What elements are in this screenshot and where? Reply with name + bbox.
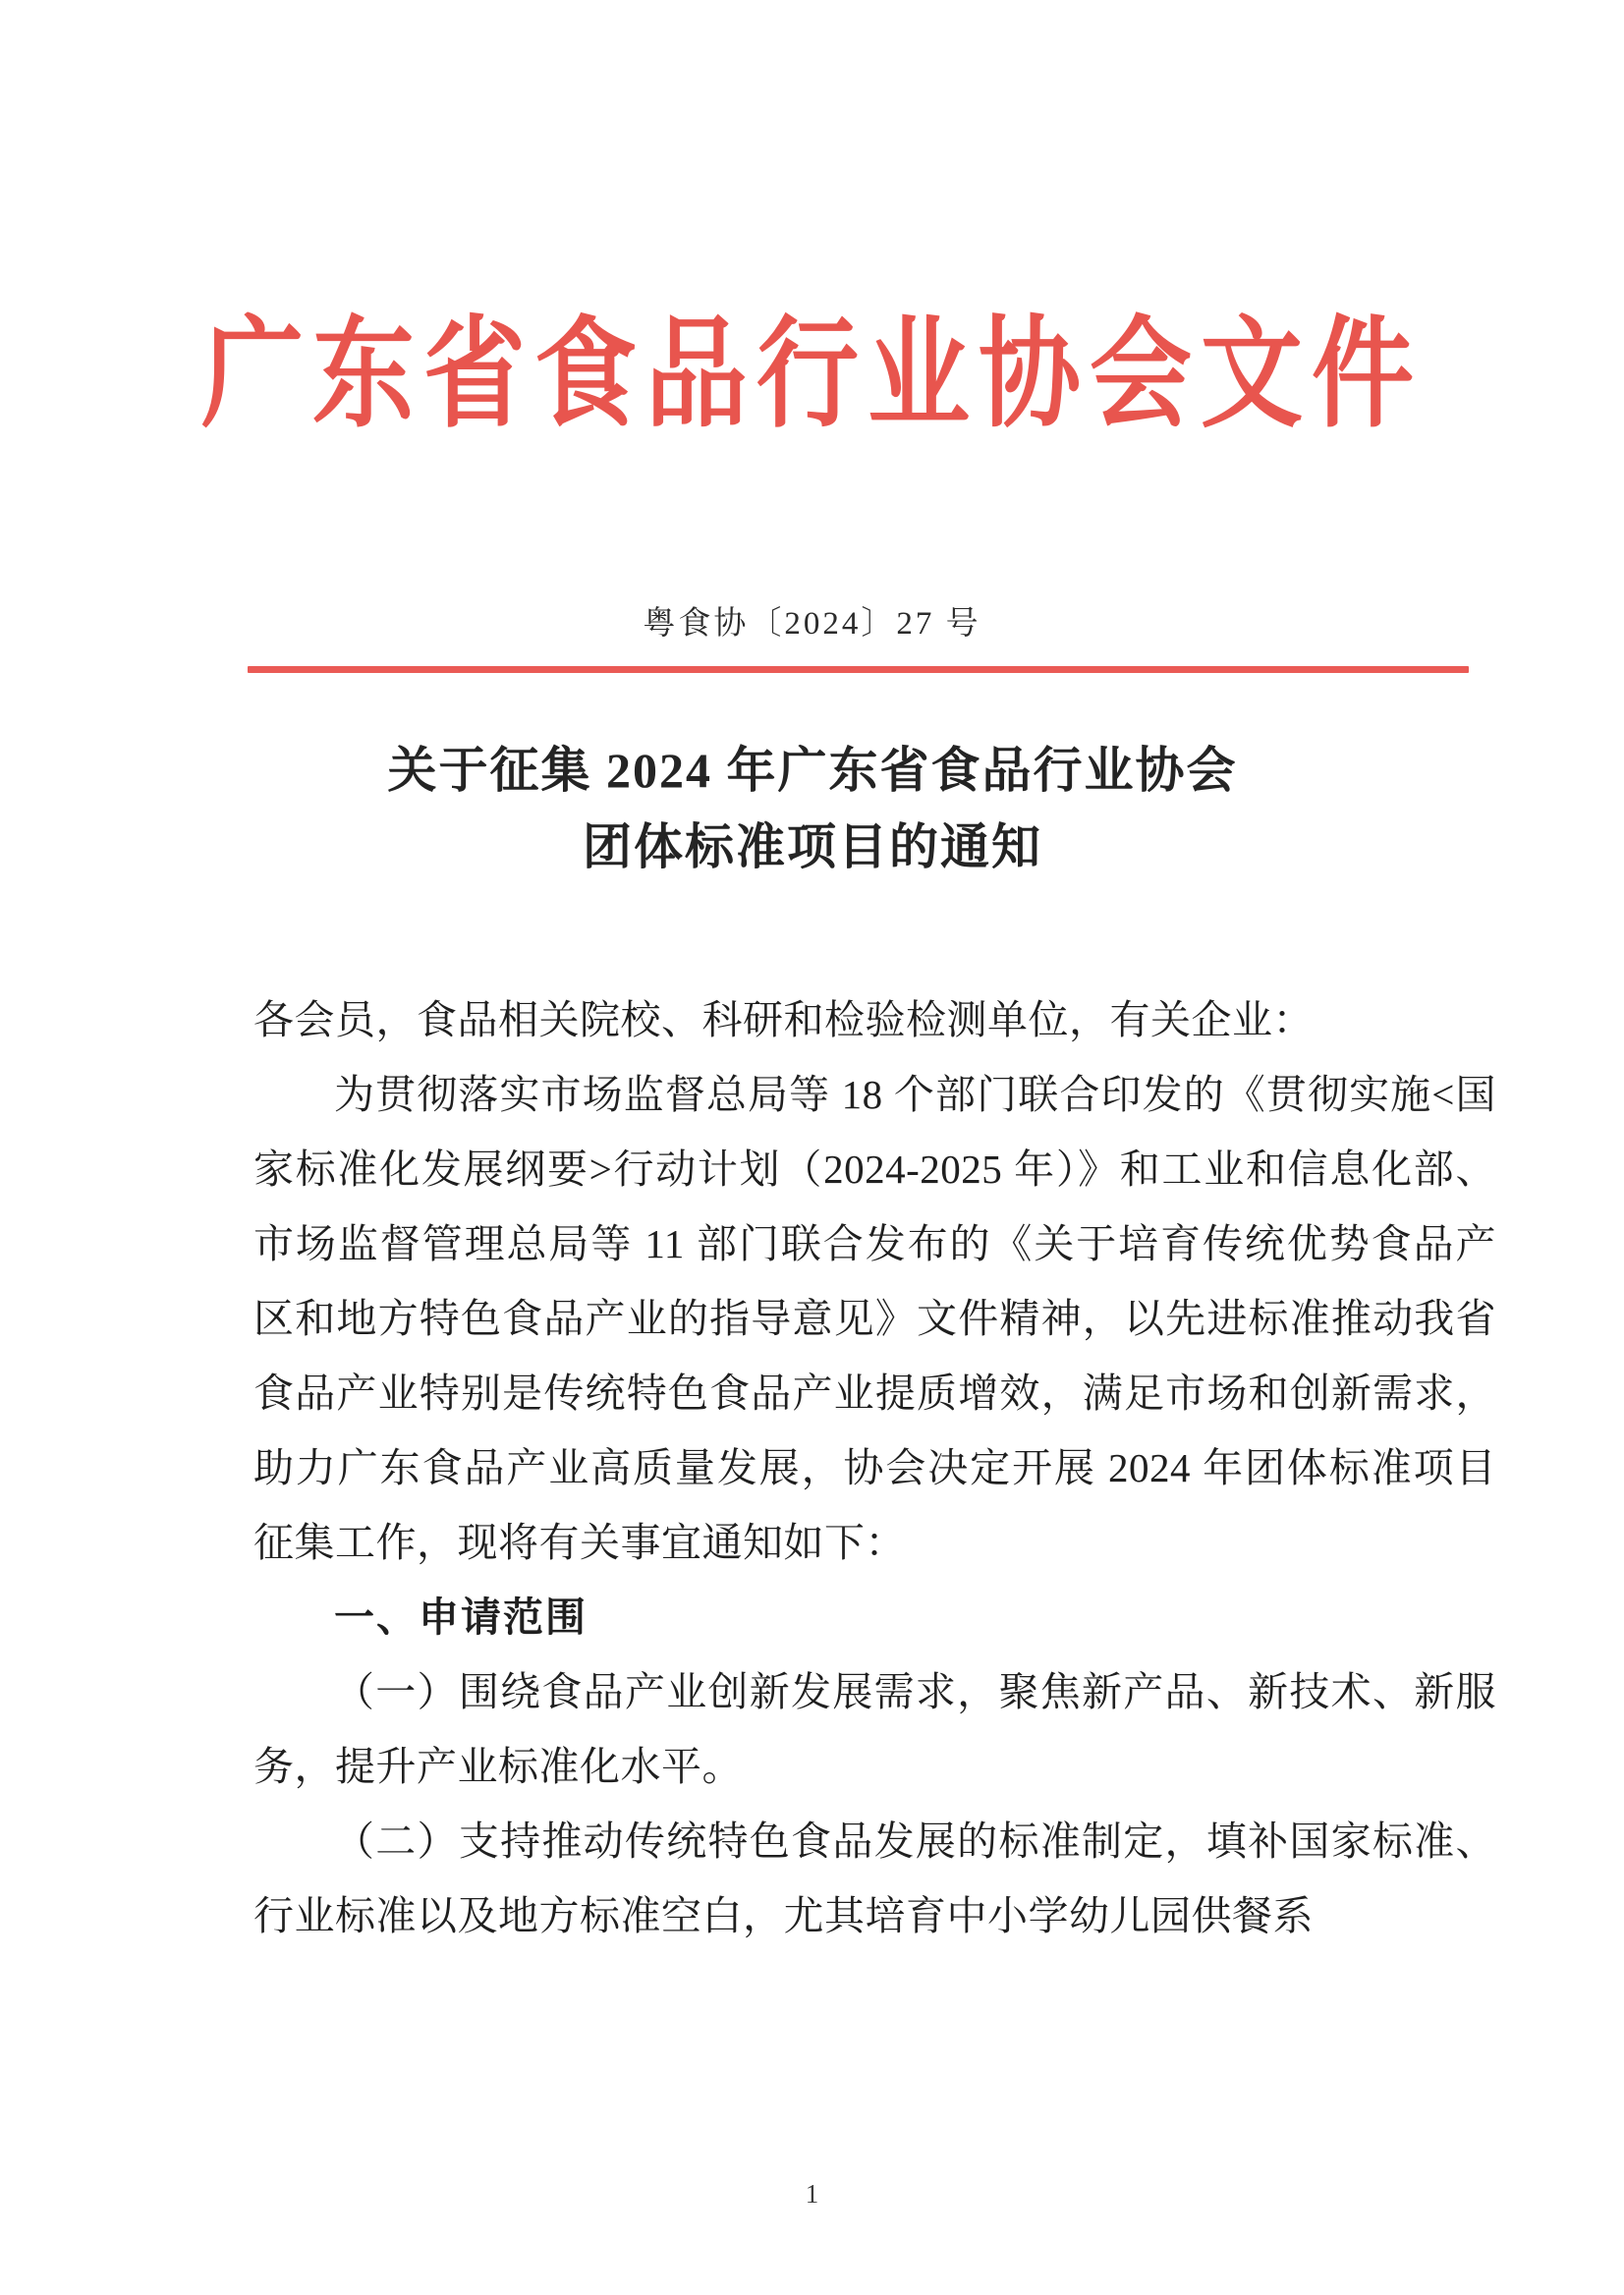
document-number-row [0,597,1624,644]
salutation: 各会员，食品相关院校、科研和检验检测单位，有关企业： [253,997,1314,1042]
section-1-item-1: （一）围绕食品产业创新发展需求，聚焦新产品、新技术、新服务，提升产业标准化水平。 [253,1669,1496,1789]
page-title [257,732,1368,885]
page-title-line-2: 团体标准项目的通知 [583,819,1042,874]
document-body [253,982,1496,1953]
red-divider-rule [248,666,1469,673]
body-paragraph-1: 为贯彻落实市场监督总局等 18 个部门联合印发的《贯彻实施<国家标准化发展纲要>行动计划（2024-2025 年）》和工业和信息化部、市场监督管理总局等 11 部门联合发布的《关于培育传统优势食品产区和地方特色食品产业的指导意见》文件精神，以先进标准推动我省食品产业特别是传统特色食品产业提质增效，满足市场和创新需求，助力广东食品产业高质量发展，协会决定开展 2024 年团体标准项目征集工作，现将有关事宜通知如下： [253,1072,1496,1565]
document-number: 粤食协〔2024〕27 号 [643,606,981,642]
page-title-line-1: 关于征集 2024 年广东省食品行业协会 [387,743,1238,798]
section-1-item-2: （二）支持推动传统特色食品发展的标准制定，填补国家标准、行业标准以及地方标准空白，尤其培育中小学幼儿园供餐系 [253,1819,1496,1938]
letterhead-title: 广东省食品行业协会文件 [200,308,1423,443]
letterhead [0,308,1624,443]
page-number: 1 [805,2179,819,2209]
section-heading-1: 一、申请范围 [334,1595,588,1640]
